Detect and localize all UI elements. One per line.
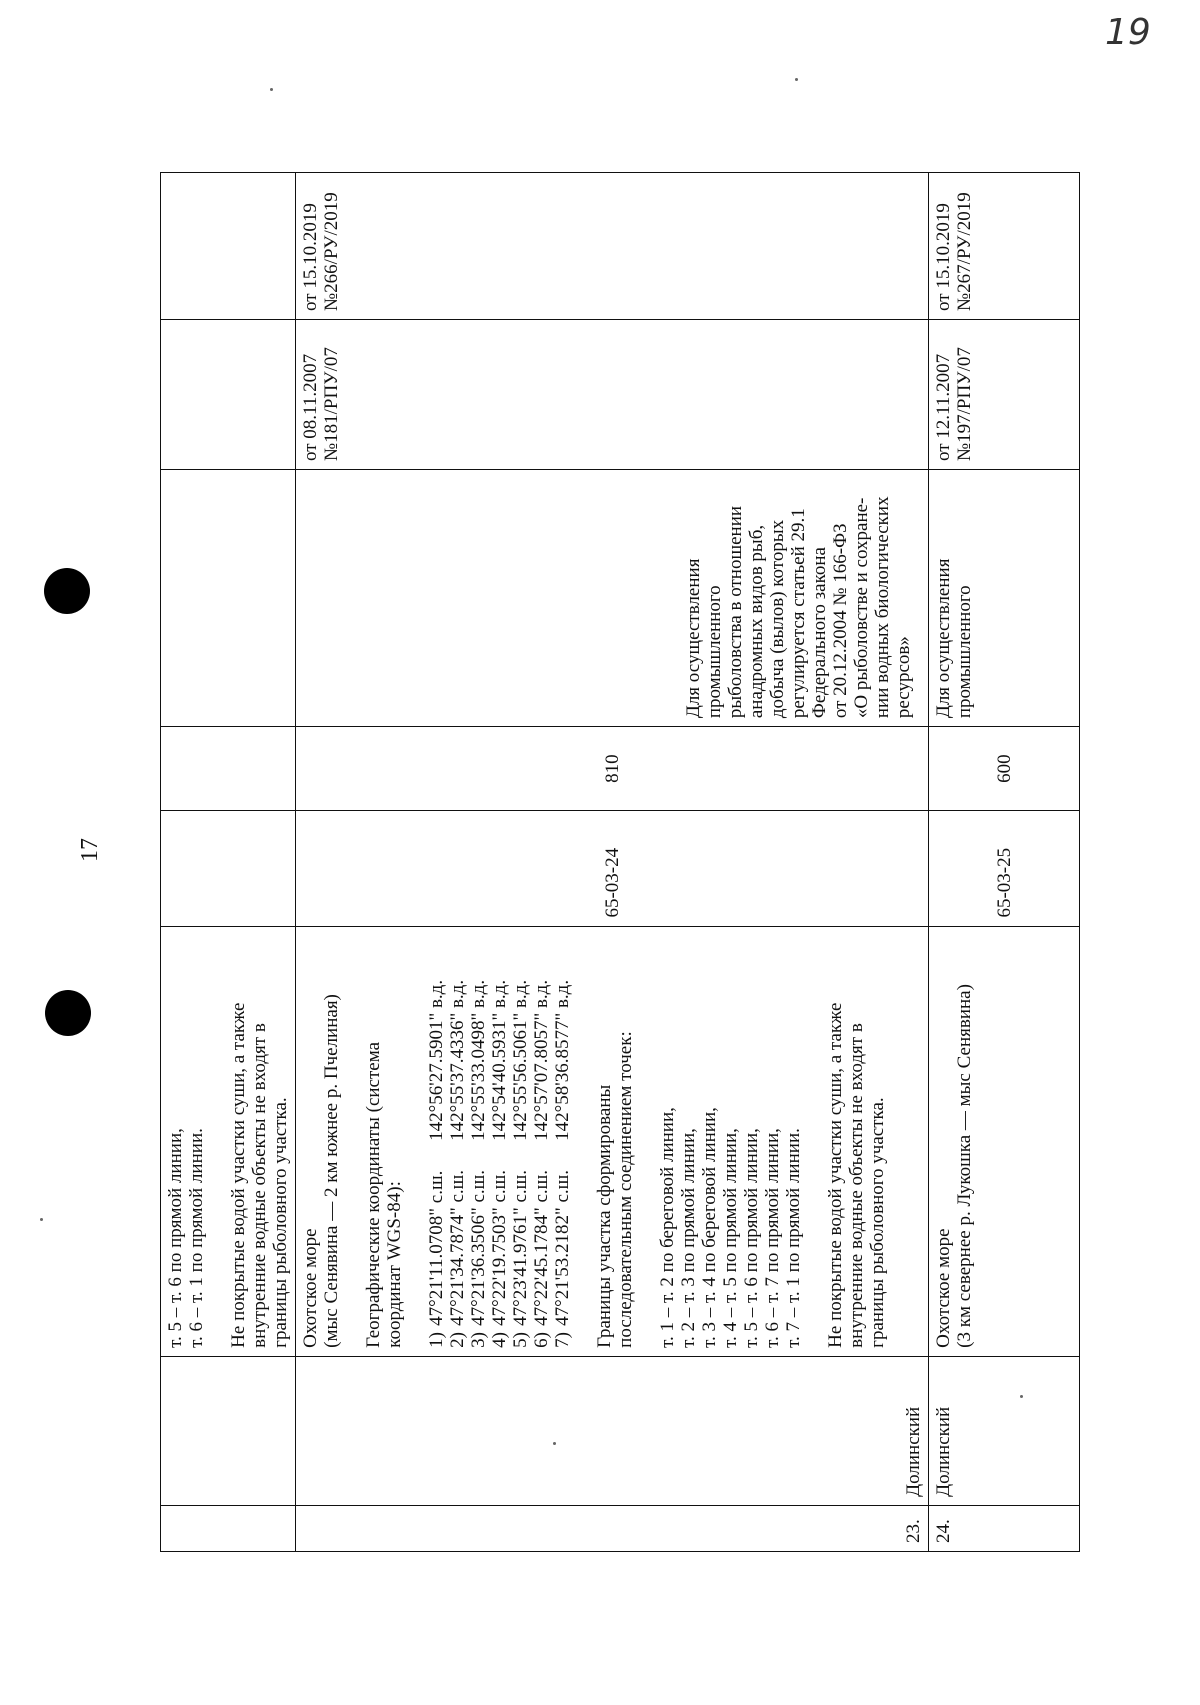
coords-intro: координат WGS-84): <box>384 1181 405 1348</box>
boundary-line: т. 4 – т. 5 по прямой линии, <box>720 1128 741 1348</box>
cell-decision <box>161 173 296 320</box>
note-line: внутренние водные объекты не входят в <box>846 1023 867 1348</box>
handwritten-page-number: 19 <box>1105 12 1151 53</box>
cell-purpose: Для осуществления промышленного <box>929 470 1080 727</box>
fishing-sites-table <box>160 172 1080 1552</box>
scan-speck <box>40 1218 43 1221</box>
coordinate-row: 4)47°22'19.7503" с.ш.142°54'40.5931" в.д. <box>489 979 510 1348</box>
note-line: Не покрытые водой участки суши, а также <box>825 1002 846 1348</box>
coordinate-row: 3)47°21'36.3506" с.ш.142°55'33.0498" в.д. <box>468 979 489 1348</box>
cell-area: 600 <box>929 727 1080 811</box>
cell-contract <box>161 319 296 469</box>
cell-code: 65-03-25 <box>929 811 1080 926</box>
cell-code: 65-03-24 <box>296 811 929 926</box>
boundary-line: т. 1 – т. 2 по береговой линии, <box>657 1107 678 1348</box>
location: (3 км севернее р. Лукошка — мыс Сенявина) <box>954 984 975 1348</box>
cell-contract: от 08.11.2007 №181/РПУ/07 <box>296 319 929 469</box>
cell-num: 23. <box>296 1505 929 1551</box>
coordinate-row: 6)47°22'45.1784" с.ш.142°57'07.8057" в.д. <box>531 979 552 1348</box>
cell-purpose <box>161 470 296 727</box>
water-body: Охотское море <box>933 1228 954 1348</box>
table-row-23 <box>296 173 929 1552</box>
cell-code <box>161 811 296 926</box>
boundary-line: т. 6 – т. 1 по прямой линии. <box>186 1128 207 1348</box>
cell-district: Долинский <box>929 1356 1080 1505</box>
cell-decision: от 15.10.2019 №267/РУ/2019 <box>929 173 1080 320</box>
note-line: Не покрытые водой участки суши, а также <box>228 1002 249 1348</box>
cell-area: 810 <box>296 727 929 811</box>
location: (мыс Сенявина — 2 км южнее р. Пчелиная) <box>321 994 342 1348</box>
scan-speck <box>270 88 273 91</box>
cell-num: 24. <box>929 1505 1080 1551</box>
coordinate-row: 1)47°21'11.0708" с.ш.142°56'27.5901" в.д. <box>426 979 447 1348</box>
boundary-line: т. 3 – т. 4 по береговой линии, <box>699 1107 720 1348</box>
coordinate-row: 5)47°23'41.9761" с.ш.142°55'56.5061" в.д. <box>510 979 531 1348</box>
cell-contract: от 12.11.2007 №197/РПУ/07 <box>929 319 1080 469</box>
boundary-line: т. 5 – т. 6 по прямой линии, <box>741 1128 762 1348</box>
coordinate-row: 7)47°21'53.2182" с.ш.142°58'36.8577" в.д. <box>552 979 573 1348</box>
bounds-intro: последовательным соединением точек: <box>615 1031 636 1348</box>
scan-speck <box>795 78 798 81</box>
cell-area <box>161 727 296 811</box>
cell-num <box>161 1505 296 1551</box>
fishing-sites-table-wrapper <box>160 172 1080 1552</box>
cell-description <box>929 926 1080 1356</box>
cell-description <box>296 926 929 1356</box>
boundary-line: т. 7 – т. 1 по прямой линии. <box>783 1128 804 1348</box>
water-body: Охотское море <box>300 1228 321 1348</box>
coords-intro: Географические координаты (система <box>363 1041 384 1348</box>
table-row-24 <box>929 173 1080 1552</box>
boundary-line: т. 6 – т. 7 по прямой линии, <box>762 1128 783 1348</box>
note-line: внутренние водные объекты не входят в <box>249 1023 270 1348</box>
printed-page-number: 17 <box>77 838 103 862</box>
cell-district <box>161 1356 296 1505</box>
bounds-intro: Границы участка сформированы <box>594 1084 615 1348</box>
coordinate-row: 2)47°21'34.7874" с.ш.142°55'37.4336" в.д. <box>447 979 468 1348</box>
cell-description <box>161 926 296 1356</box>
note-line: границы рыболовного участка. <box>270 1097 291 1348</box>
note-line: границы рыболовного участка. <box>867 1097 888 1348</box>
boundary-line: т. 2 – т. 3 по прямой линии, <box>678 1128 699 1348</box>
boundary-line: т. 5 – т. 6 по прямой линии, <box>165 1128 186 1348</box>
cell-purpose: Для осуществления промышленного рыболовства в отношении анадромных видов рыб, добыча (вылов) которых регулируется статьей 29.1 Федерального закона от 20.12.2004 № 166-ФЗ «О рыболовстве и сохране- нии водных биологических ресурсов» <box>296 470 929 727</box>
cell-district: Долинский <box>296 1356 929 1505</box>
punch-hole-top <box>44 568 90 614</box>
table-row-continued <box>161 173 296 1552</box>
punch-hole-bottom <box>45 990 91 1036</box>
cell-decision: от 15.10.2019 №266/РУ/2019 <box>296 173 929 320</box>
